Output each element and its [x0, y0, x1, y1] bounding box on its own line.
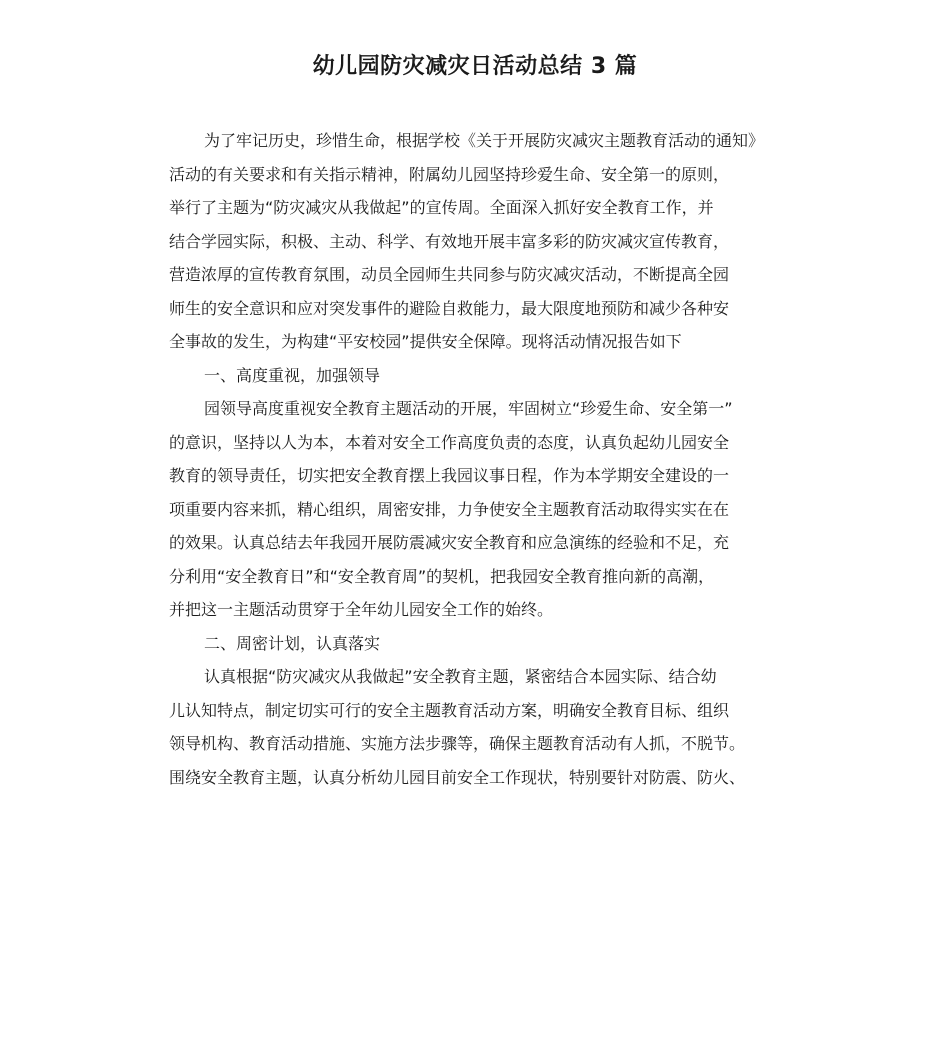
paragraph-line: 活动的有关要求和有关指示精神，附属幼儿园坚持珍爱生命、安全第一的原则，: [169, 164, 730, 184]
document-title: 幼儿园防灾减灾日活动总结 3 篇: [312, 54, 638, 79]
paragraph-line: 全事故的发生，为构建“平安校园”提供安全保障。现将活动情况报告如下: [169, 332, 682, 351]
paragraph-line: 领导机构、教育活动措施、实施方法步骤等，确保主题教育活动有人抓，不脱节。: [169, 734, 746, 753]
paragraph-line: 结合学园实际，积极、主动、科学、有效地开展丰富多彩的防灾减灾宣传教育，: [169, 231, 730, 251]
paragraph-line: 营造浓厚的宣传教育氛围，动员全园师生共同参与防灾减灾活动，不断提高全园: [169, 265, 730, 284]
paragraph-line: 师生的安全意识和应对突发事件的避险自救能力，最大限度地预防和减少各种安: [169, 298, 730, 318]
paragraph-line: 分利用“安全教育日”和“安全教育周”的契机，把我园安全教育推向新的高潮，: [169, 566, 715, 586]
paragraph-line: 的效果。认真总结去年我园开展防震减灾安全教育和应急演练的经验和不足，充: [169, 533, 730, 552]
paragraph-line: 的意识，坚持以人为本，本着对安全工作高度负责的态度，认真负起幼儿园安全: [169, 432, 730, 452]
paragraph-line: 认真根据“防灾减灾从我做起”安全教育主题，紧密结合本园实际、结合幼: [204, 667, 717, 686]
paragraph-line: 项重要内容来抓，精心组织，周密安排，力争使安全主题教育活动取得实实在在: [169, 499, 730, 519]
paragraph-line: 园领导高度重视安全教育主题活动的开展，牢固树立“珍爱生命、安全第一”: [204, 399, 733, 418]
document-body: [169, 124, 809, 794]
paragraph-line: 教育的领导责任，切实把安全教育摆上我园议事日程，作为本学期安全建设的一: [169, 466, 730, 485]
paragraph-line: 举行了主题为“防灾减灾从我做起”的宣传周。全面深入抓好安全教育工作，并: [169, 198, 714, 217]
paragraph-line: 并把这一主题活动贯穿于全年幼儿园安全工作的始终。: [169, 600, 554, 619]
paragraph-line: 围绕安全教育主题，认真分析幼儿园目前安全工作现状，特别要针对防震、防火、: [169, 767, 746, 787]
paragraph-line: 儿认知特点，制定切实可行的安全主题教育活动方案，明确安全教育目标、组织: [169, 700, 730, 720]
section-heading-1: 一、高度重视，加强领导: [204, 365, 381, 385]
paragraph-line: 为了牢记历史，珍惜生命，根据学校《关于开展防灾减灾主题教育活动的通知》: [204, 131, 765, 150]
section-heading-2: 二、周密计划，认真落实: [204, 633, 381, 653]
